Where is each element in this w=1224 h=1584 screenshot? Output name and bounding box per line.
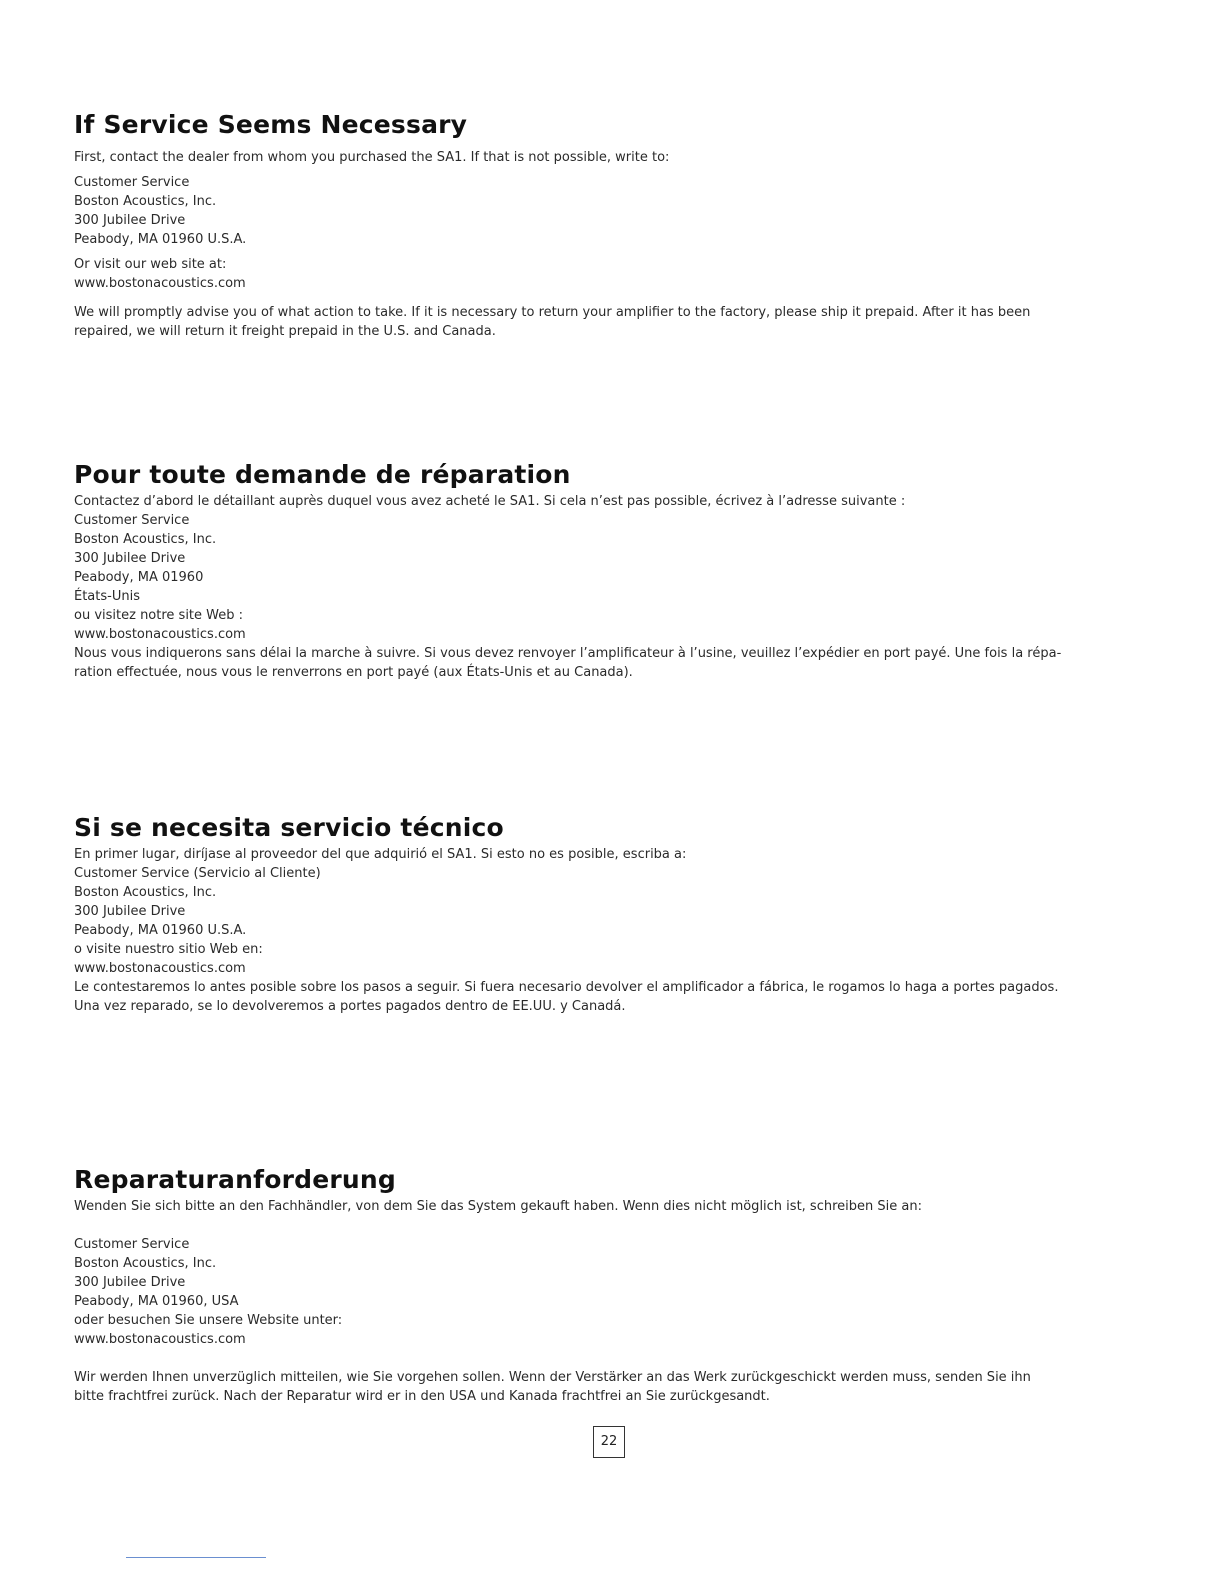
address-line: Peabody, MA 01960 U.S.A. <box>74 232 247 247</box>
address-line: Customer Service <box>74 513 190 528</box>
closing-text: Una vez reparado, se lo devolveremos a portes pagados dentro de EE.UU. y Canadá. <box>74 999 626 1014</box>
address-block <box>74 173 1154 249</box>
address-line: Peabody, MA 01960, USA <box>74 1294 239 1309</box>
closing-text: bitte frachtfrei zurück. Nach der Reparatur wird er in den USA und Kanada frachtfrei an Sie zurückgesandt. <box>74 1389 770 1404</box>
address-line: Peabody, MA 01960 <box>74 570 204 585</box>
address-block <box>74 511 1154 606</box>
address-block <box>74 1235 1154 1311</box>
address-line: 300 Jubilee Drive <box>74 1275 186 1290</box>
section-title: If Service Seems Necessary <box>74 110 468 139</box>
section-service-french <box>74 460 1154 682</box>
section-title: Si se necesita servicio técnico <box>74 813 504 842</box>
address-block <box>74 864 1154 940</box>
closing-text: Nous vous indiquerons sans délai la marche à suivre. Si vous devez renvoyer l’amplificateur à l’usine, veuillez l’expédier en port payé. Une fois la répa- <box>74 646 1062 661</box>
address-line: États-Unis <box>74 589 140 604</box>
section-title: Pour toute demande de réparation <box>74 460 571 489</box>
web-intro: ou visitez notre site Web : <box>74 608 244 623</box>
intro-text: Wenden Sie sich bitte an den Fachhändler, von dem Sie das System gekauft haben. Wenn dies nicht möglich ist, schreiben Sie an: <box>74 1199 922 1214</box>
address-line: Peabody, MA 01960 U.S.A. <box>74 923 247 938</box>
web-intro: Or visit our web site at: <box>74 257 227 272</box>
section-title: Reparaturanforderung <box>74 1165 396 1194</box>
web-intro: o visite nuestro sitio Web en: <box>74 942 263 957</box>
web-url: www.bostonacoustics.com <box>74 1332 246 1347</box>
closing-text: Wir werden Ihnen unverzüglich mitteilen, wie Sie vorgehen sollen. Wenn der Verstärker an das Werk zurückgeschickt werden muss, senden Sie ihn <box>74 1370 1031 1385</box>
web-intro: oder besuchen Sie unsere Website unter: <box>74 1313 343 1328</box>
web-url: www.bostonacoustics.com <box>74 276 246 291</box>
address-line: 300 Jubilee Drive <box>74 213 186 228</box>
closing-text: repaired, we will return it freight prepaid in the U.S. and Canada. <box>74 324 496 339</box>
closing-text: Le contestaremos lo antes posible sobre los pasos a seguir. Si fuera necesario devolver el amplificador a fábrica, le rogamos lo haga a portes pagados. <box>74 980 1059 995</box>
footer-rule <box>126 1557 266 1558</box>
page-number: 22 <box>593 1426 625 1458</box>
address-line: 300 Jubilee Drive <box>74 551 186 566</box>
intro-text: First, contact the dealer from whom you purchased the SA1. If that is not possible, write to: <box>74 150 670 165</box>
address-line: Boston Acoustics, Inc. <box>74 194 217 209</box>
web-url: www.bostonacoustics.com <box>74 627 246 642</box>
address-line: Boston Acoustics, Inc. <box>74 1256 217 1271</box>
web-url: www.bostonacoustics.com <box>74 961 246 976</box>
section-service-english <box>74 110 1154 341</box>
address-line: 300 Jubilee Drive <box>74 904 186 919</box>
intro-text: Contactez d’abord le détaillant auprès duquel vous avez acheté le SA1. Si cela n’est pas possible, écrivez à l’adresse suivante : <box>74 494 906 509</box>
address-line: Boston Acoustics, Inc. <box>74 532 217 547</box>
closing-text: We will promptly advise you of what action to take. If it is necessary to return your amplifier to the factory, please ship it prepaid. After it has been <box>74 305 1031 320</box>
section-service-german <box>74 1165 1154 1406</box>
address-line: Customer Service <box>74 1237 190 1252</box>
address-line: Customer Service <box>74 175 190 190</box>
address-line: Boston Acoustics, Inc. <box>74 885 217 900</box>
closing-text: ration effectuée, nous vous le renverrons en port payé (aux États-Unis et au Canada). <box>74 665 633 680</box>
section-service-spanish <box>74 813 1154 1016</box>
intro-text: En primer lugar, diríjase al proveedor del que adquirió el SA1. Si esto no es posible, escriba a: <box>74 847 687 862</box>
address-line: Customer Service (Servicio al Cliente) <box>74 866 321 881</box>
